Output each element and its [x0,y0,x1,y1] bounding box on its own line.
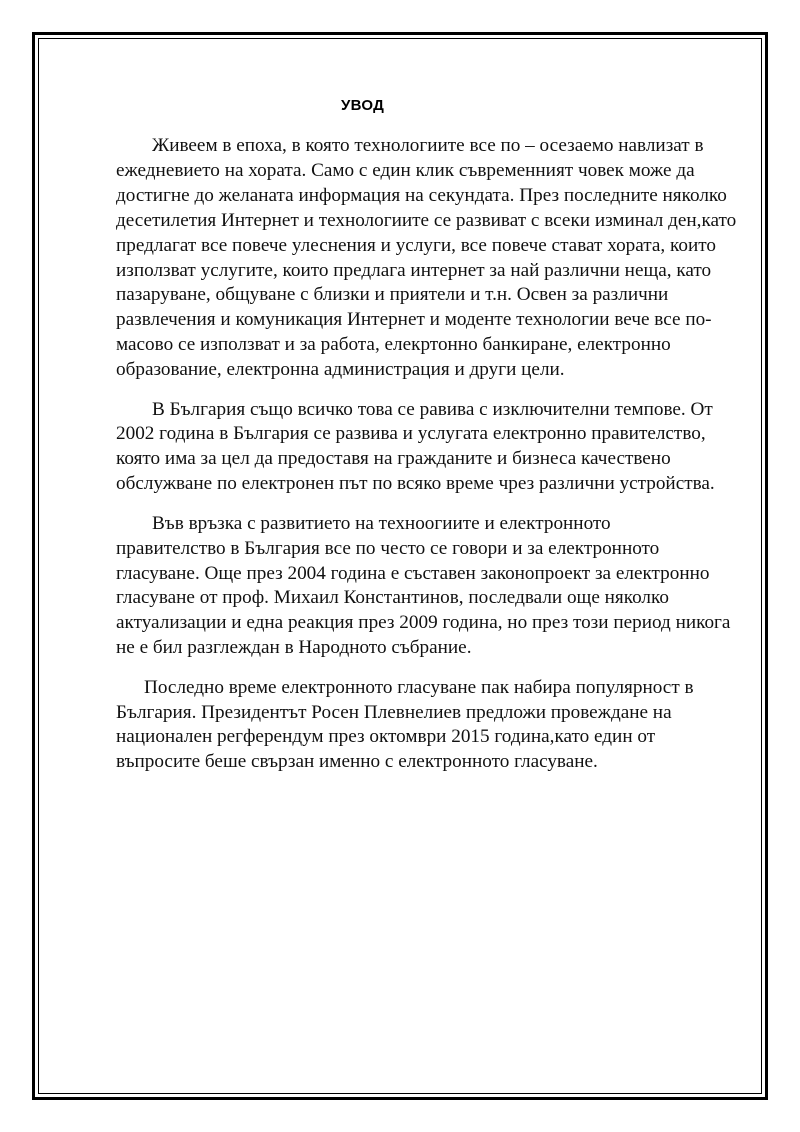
paragraph-3 [116,512,731,661]
text-line: гласуване. Още през 2004 година е съставен законопроект за електронно [116,562,710,584]
paragraph-1 [116,134,737,383]
text-line: България. Президентът Росен Плевнелиев предложи провеждане на [116,701,672,723]
text-line: 2002 година в България се развива и услугата електронно правителство, [116,423,706,445]
paragraph-4 [116,676,692,776]
document-body [116,134,737,790]
text-line: достигне до желаната информация на секундата. През последните няколко [116,184,727,206]
text-line: обслужване по електронен път по всяко време чрез различни устройства. [116,473,715,495]
text-line: предлагат все повече улеснения и услуги, все повече стават хората, които [116,234,716,256]
text-line: Последно време електронното гласуване пак набира популярност в [144,676,694,698]
text-line: използват услугите, които предлага интернет за най различни неща, като [116,259,712,281]
text-line: правителство в България все по често се говори и за електронното [116,537,660,559]
text-line: В България също всичко това се равива с изключителни темпове. От [152,398,713,420]
text-line: Във връзка с развитието на техноогиите и електронното [152,512,611,534]
text-line: развлечения и комуникация Интернет и моденте технологии вече все по- [116,309,712,331]
document-title: УВОД [341,97,385,114]
text-line: национален регферендум през октомври 2015 година,като един от [116,726,656,748]
text-line: въпросите беше свързан именно с електронното гласуване. [116,751,598,773]
text-line: десетилетия Интернет и технологиите се развиват с всеки изминал ден,като [116,209,737,231]
paragraph-2 [116,398,715,498]
text-line: актуализации и една реакция през 2009 година, но през този период никога [116,612,731,634]
text-line: ежедневието на хората. Само с един клик съвременният човек може да [116,159,695,181]
text-line: пазаруване, общуване с близки и приятели и т.н. Освен за различни [116,284,669,306]
text-line: масово се използват и за работа, елекртонно банкиране, електронно [116,334,671,356]
text-line: образование, електронна администрация и други цели. [116,359,565,381]
text-line: Живеем в епоха, в която технологиите все по – осезаемо навлизат в [152,135,704,156]
text-line: гласуване от проф. Михаил Константинов, последвали още няколко [116,587,669,609]
text-line: която има за цел да предоставя на гражданите и бизнеса качествено [116,448,671,470]
text-line: не е бил разглеждан в Народното събрание. [116,637,472,659]
